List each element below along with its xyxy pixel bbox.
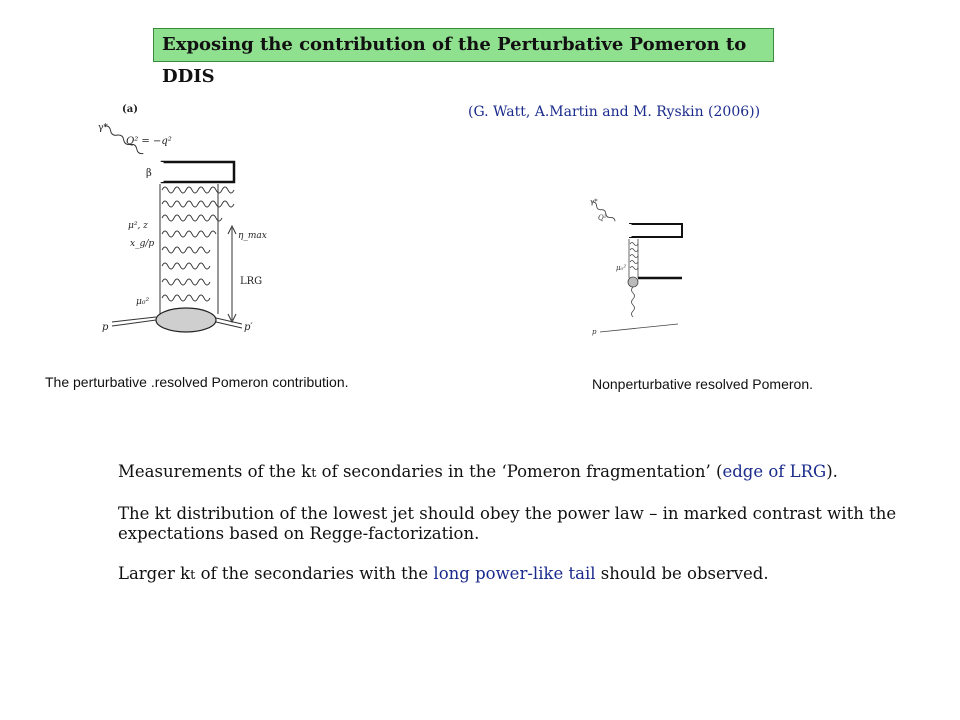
- figure-a-eta-label: η_max: [238, 231, 267, 241]
- gluon-rungs: [162, 187, 234, 301]
- figure-nonperturbative-pomeron: [586, 192, 686, 342]
- figure-b-mu0-label: μ₀²: [616, 264, 627, 272]
- proton-blob: [156, 308, 216, 332]
- gluon-rungs: [630, 243, 638, 270]
- figure-perturbative-pomeron: [92, 98, 287, 348]
- figure-a-panel-label: (a): [122, 104, 138, 115]
- citation: (G. Watt, A.Martin and M. Ryskin (2006)): [468, 104, 761, 120]
- power-law-tail-highlight: long power-like tail: [433, 564, 596, 583]
- paragraph-larger-kt: Larger kt of the secondaries with the long power-like tail should be observed.: [118, 564, 769, 583]
- page-title: Exposing the contribution of the Perturbative Pomeron to DDIS: [153, 28, 774, 62]
- figure-a-q2-label: Q² = −q²: [126, 136, 172, 147]
- figure-a-pprime-label: p′: [244, 322, 253, 333]
- figure-b-photon-label: γ*: [590, 198, 598, 206]
- figure-a-p-label: p: [102, 322, 109, 333]
- paragraph-power-law: The kt distribution of the lowest jet should obey the power law – in marked contrast with the expectations based on Regge-factorization.: [118, 504, 897, 543]
- paragraph-kt-measurements: Measurements of the kt of secondaries in the ‘Pomeron fragmentation’ (edge of LRG).: [118, 462, 838, 481]
- figure-b-p-label: p: [592, 328, 597, 336]
- figure-a-beta-label: β: [146, 168, 152, 179]
- caption-perturbative: The perturbative .resolved Pomeron contribution.: [45, 374, 349, 390]
- body-text: [118, 462, 908, 606]
- edge-of-lrg-highlight: edge of LRG: [722, 462, 827, 481]
- caption-nonperturbative: Nonperturbative resolved Pomeron.: [592, 376, 814, 392]
- figure-a-lrg-label: LRG: [240, 276, 263, 287]
- figure-a-xgp-label: x_g/p: [130, 239, 155, 249]
- figure-b-q2-label: Q²: [598, 214, 607, 222]
- quark-box: [162, 162, 234, 182]
- pomeron-blob: [628, 277, 638, 287]
- figure-a-mu0-label: μ₀²: [136, 297, 150, 307]
- quark-box: [630, 224, 682, 237]
- figure-a-mu2-label: μ², z: [128, 221, 148, 231]
- figure-a-photon-label: γ*: [98, 123, 108, 133]
